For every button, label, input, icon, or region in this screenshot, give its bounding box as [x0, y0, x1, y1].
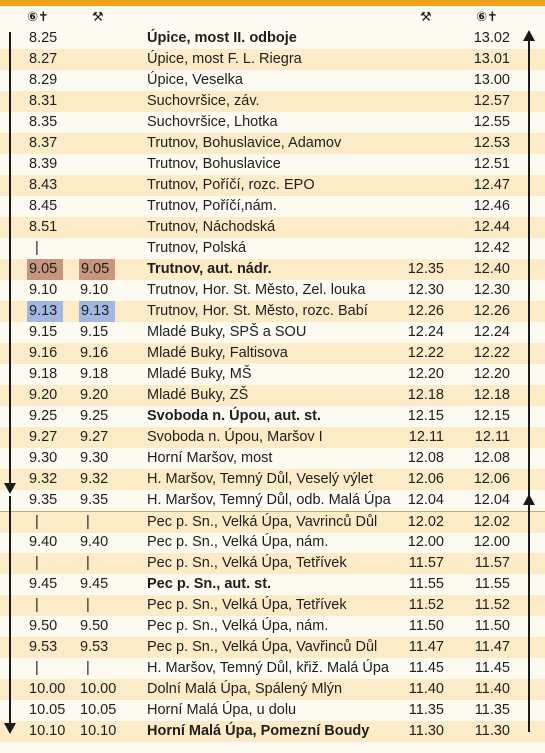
departure-time-workday: 9.40: [80, 534, 109, 550]
timetable-row: [0, 364, 545, 385]
timetable-row: [0, 259, 545, 280]
departure-time-workday: 9.45: [80, 576, 109, 592]
return-time-workday: 12.18: [407, 387, 444, 403]
stop-name: H. Maršov, Temný Důl, křiž. Malá Úpa: [147, 660, 389, 676]
return-time-workday: 11.47: [408, 639, 444, 655]
return-time-sunday: 12.11: [474, 429, 510, 445]
stop-name: H. Maršov, Temný Důl, Veselý výlet: [147, 471, 373, 487]
departure-time-sunday: |: [35, 597, 39, 613]
return-time-sunday: 12.18: [473, 387, 510, 403]
return-time-sunday: 12.47: [473, 177, 510, 193]
departure-time-workday: 10.05: [80, 702, 117, 718]
departure-time-sunday: 8.37: [29, 135, 58, 151]
stop-name: Mladé Buky, SPŠ a SOU: [147, 324, 307, 340]
timetable-row: [0, 532, 545, 553]
stop-name: Trutnov, Polská: [147, 240, 247, 256]
departure-time-workday: [80, 28, 118, 49]
timetable-row: [0, 511, 545, 533]
timetable-row: [0, 175, 545, 196]
departure-time-workday: [80, 238, 118, 259]
return-time-workday: 11.50: [408, 618, 444, 634]
return-time-sunday: 12.08: [473, 450, 510, 466]
return-time-sunday: 12.26: [473, 303, 510, 319]
stop-name: Trutnov, Náchodská: [147, 219, 276, 235]
departure-time-sunday: 8.29: [29, 72, 58, 88]
departure-time-sunday: 8.25: [29, 30, 58, 46]
timetable-row: [0, 595, 545, 616]
stop-name: Trutnov, Hor. St. Město, Zel. louka: [147, 282, 366, 298]
stop-name: Svoboda n. Úpou, aut. st.: [147, 408, 321, 424]
departure-time-workday: |: [86, 514, 90, 530]
return-time-sunday: 11.50: [474, 618, 510, 634]
stop-name: Trutnov, Hor. St. Město, rozc. Babí: [147, 303, 368, 319]
return-time-workday: 12.04: [407, 492, 444, 508]
departure-time-workday: [80, 112, 118, 133]
return-time-sunday: 13.00: [473, 72, 510, 88]
departure-time-sunday: 9.18: [29, 366, 58, 382]
departure-time-sunday: 9.32: [29, 471, 58, 487]
departure-time-workday: |: [86, 660, 90, 676]
departure-time-workday: [80, 133, 118, 154]
departure-time-workday: 9.25: [80, 408, 109, 424]
return-time-sunday: 12.51: [473, 156, 510, 172]
timetable-row: [0, 133, 545, 154]
return-time-workday: 12.26: [407, 303, 444, 319]
return-time-workday: 11.35: [408, 702, 444, 718]
departure-time-sunday: 8.31: [29, 93, 58, 109]
stop-name: Pec p. Sn., Velká Úpa, nám.: [147, 534, 329, 550]
direction-down-arrow-icon: [9, 32, 11, 492]
timetable-row: [0, 658, 545, 679]
timetable-row: [0, 238, 545, 259]
departure-time-workday: 9.27: [80, 429, 109, 445]
timetable-row: [0, 427, 545, 448]
departure-time-sunday: 8.27: [29, 51, 58, 67]
departure-time-sunday: 10.10: [29, 723, 66, 739]
departure-time-workday: 9.10: [80, 282, 109, 298]
stop-name: Suchovršice, Lhotka: [147, 114, 278, 130]
timetable-row: [0, 322, 545, 343]
timetable-row: [0, 301, 545, 322]
departure-time-workday: 9.30: [80, 450, 109, 466]
return-time-sunday: 11.40: [474, 681, 510, 697]
departure-time-workday: [80, 154, 118, 175]
stop-name: Pec p. Sn., Velká Úpa, Vavřinců Důl: [147, 639, 378, 655]
timetable-row: [0, 91, 545, 112]
return-time-sunday: 12.42: [473, 240, 510, 256]
return-time-workday: 11.45: [408, 660, 444, 676]
departure-time-sunday: |: [35, 660, 39, 676]
return-time-sunday: 12.04: [473, 492, 510, 508]
return-time-sunday: 12.53: [473, 135, 510, 151]
departure-time-sunday: 9.50: [29, 618, 58, 634]
return-time-workday: 11.30: [408, 723, 444, 739]
timetable-row: [0, 406, 545, 427]
stop-name: Mladé Buky, ZŠ: [147, 387, 249, 403]
departure-time-workday: [80, 217, 118, 238]
departure-time-sunday: 9.13: [27, 301, 63, 322]
return-time-workday: 12.15: [407, 408, 444, 424]
return-time-workday: 12.02: [407, 514, 444, 530]
return-time-workday: [402, 196, 444, 217]
departure-time-sunday: |: [35, 555, 39, 571]
return-time-workday: [402, 154, 444, 175]
return-time-sunday: 12.46: [473, 198, 510, 214]
departure-time-workday: 9.15: [80, 324, 109, 340]
return-time-workday: [402, 238, 444, 259]
timetable-row: [0, 490, 545, 511]
return-time-workday: [402, 28, 444, 49]
return-time-workday: [402, 217, 444, 238]
departure-time-sunday: |: [35, 240, 39, 256]
timetable-row: [0, 637, 545, 658]
return-time-sunday: 12.00: [473, 534, 510, 550]
departure-time-workday: 9.13: [79, 301, 115, 322]
stop-name: Mladé Buky, Faltisova: [147, 345, 288, 361]
return-time-sunday: 12.02: [473, 514, 510, 530]
timetable-row: [0, 385, 545, 406]
return-time-sunday: 12.06: [473, 471, 510, 487]
return-time-workday: 12.30: [407, 282, 444, 298]
departure-time-sunday: 9.35: [29, 492, 58, 508]
timetable-row: [0, 448, 545, 469]
return-time-sunday: 11.47: [474, 639, 510, 655]
return-time-workday: 11.52: [408, 597, 444, 613]
return-time-workday: 11.55: [408, 576, 444, 592]
timetable-row: [0, 112, 545, 133]
return-time-workday: 11.57: [408, 555, 444, 571]
timetable-row: [0, 217, 545, 238]
return-time-sunday: 11.30: [474, 723, 510, 739]
stop-name: Pec p. Sn., aut. st.: [147, 576, 272, 592]
departure-time-workday: 10.10: [80, 723, 117, 739]
return-time-sunday: 13.02: [473, 30, 510, 46]
departure-time-workday: 9.35: [80, 492, 109, 508]
stop-name: Úpice, most II. odboje: [147, 30, 297, 46]
stop-name: Pec p. Sn., Velká Úpa, nám.: [147, 618, 329, 634]
stop-name: Trutnov, Poříčí,nám.: [147, 198, 277, 214]
departure-time-sunday: 8.51: [29, 219, 58, 235]
departure-time-sunday: 9.25: [29, 408, 58, 424]
departure-time-sunday: 10.05: [29, 702, 66, 718]
return-time-sunday: 12.57: [473, 93, 510, 109]
stop-name: Svoboda n. Úpou, Maršov I: [147, 429, 323, 445]
timetable-row: [0, 196, 545, 217]
departure-time-workday: [80, 175, 118, 196]
direction-down-arrow-icon: [9, 496, 11, 732]
departure-time-sunday: 9.10: [29, 282, 58, 298]
workday-hammers-icon-left: ⚒: [92, 9, 104, 24]
departure-time-sunday: 8.43: [29, 177, 58, 193]
departure-time-workday: [80, 91, 118, 112]
departure-time-workday: 9.32: [80, 471, 109, 487]
timetable-row: [0, 280, 545, 301]
departure-time-sunday: 10.00: [29, 681, 66, 697]
return-time-sunday: 12.22: [473, 345, 510, 361]
stop-name: Úpice, Veselka: [147, 72, 243, 88]
return-time-sunday: 12.30: [473, 282, 510, 298]
departure-time-workday: |: [86, 597, 90, 613]
departure-time-workday: 9.20: [80, 387, 109, 403]
stop-name: Dolní Malá Úpa, Spálený Mlýn: [147, 681, 343, 697]
return-time-sunday: 12.15: [473, 408, 510, 424]
return-time-workday: 12.35: [407, 261, 444, 277]
departure-time-sunday: 8.45: [29, 198, 58, 214]
departure-time-sunday: 9.15: [29, 324, 58, 340]
return-time-sunday: 11.35: [474, 702, 510, 718]
return-time-workday: [402, 49, 444, 70]
stop-name: Horní Maršov, most: [147, 450, 273, 466]
departure-time-sunday: 9.27: [29, 429, 58, 445]
return-time-workday: 12.22: [407, 345, 444, 361]
timetable-row: [0, 469, 545, 490]
departure-time-sunday: 9.30: [29, 450, 58, 466]
timetable-row: [0, 721, 545, 742]
departure-time-sunday: 9.45: [29, 576, 58, 592]
departure-time-workday: 9.53: [80, 639, 109, 655]
departure-time-workday: |: [86, 555, 90, 571]
departure-time-workday: [80, 70, 118, 91]
stop-name: Pec p. Sn., Velká Úpa, Tetřívek: [147, 597, 347, 613]
departure-time-sunday: 9.16: [29, 345, 58, 361]
return-time-sunday: 11.57: [474, 555, 510, 571]
stop-name: Horní Malá Úpa, Pomezní Boudy: [147, 723, 370, 739]
stop-name: Trutnov, aut. nádr.: [147, 261, 272, 277]
timetable-row: [0, 574, 545, 595]
return-time-workday: [402, 91, 444, 112]
stop-name: Pec p. Sn., Velká Úpa, Tetřívek: [147, 555, 347, 571]
stop-name: Trutnov, Poříčí, rozc. EPO: [147, 177, 315, 193]
stop-name: Trutnov, Bohuslavice, Adamov: [147, 135, 342, 151]
departure-time-sunday: 9.05: [27, 259, 63, 280]
timetable-row: [0, 616, 545, 637]
return-time-workday: [402, 112, 444, 133]
stop-name: H. Maršov, Temný Důl, odb. Malá Úpa: [147, 492, 391, 508]
direction-up-arrow-icon: [528, 32, 530, 496]
stop-name: Suchovršice, záv.: [147, 93, 260, 109]
timetable-row: [0, 49, 545, 70]
return-time-sunday: 12.20: [473, 366, 510, 382]
return-time-sunday: 12.44: [473, 219, 510, 235]
departure-time-sunday: 9.20: [29, 387, 58, 403]
departure-time-sunday: 8.35: [29, 114, 58, 130]
return-time-workday: 12.20: [407, 366, 444, 382]
timetable-row: [0, 70, 545, 91]
departure-time-workday: 9.18: [80, 366, 109, 382]
timetable-row: [0, 553, 545, 574]
departure-time-workday: 9.16: [80, 345, 109, 361]
timetable-row: [0, 679, 545, 700]
departure-time-sunday: |: [35, 514, 39, 530]
timetable-row: [0, 28, 545, 49]
return-time-sunday: 11.55: [474, 576, 510, 592]
stop-name: Trutnov, Bohuslavice: [147, 156, 281, 172]
departure-time-sunday: 9.53: [29, 639, 58, 655]
timetable-row: [0, 343, 545, 364]
return-time-workday: 12.08: [407, 450, 444, 466]
departure-time-sunday: 9.40: [29, 534, 58, 550]
return-time-workday: 12.00: [407, 534, 444, 550]
return-time-workday: 11.40: [408, 681, 444, 697]
return-time-sunday: 13.01: [473, 51, 510, 67]
departure-time-workday: [80, 49, 118, 70]
return-time-workday: 12.11: [408, 429, 444, 445]
sunday-holiday-symbol-left: ⑥✝: [27, 9, 49, 24]
return-time-workday: [402, 133, 444, 154]
return-time-sunday: 12.40: [473, 261, 510, 277]
departure-time-workday: 9.05: [79, 259, 115, 280]
timetable-header: [0, 6, 545, 28]
workday-hammers-icon-right: ⚒: [420, 9, 432, 24]
return-time-sunday: 11.52: [474, 597, 510, 613]
departure-time-sunday: 8.39: [29, 156, 58, 172]
sunday-holiday-symbol-right: ⑥✝: [476, 9, 498, 24]
return-time-sunday: 11.45: [474, 660, 510, 676]
return-time-sunday: 12.55: [473, 114, 510, 130]
stop-name: Horní Malá Úpa, u dolu: [147, 702, 297, 718]
stop-name: Mladé Buky, MŠ: [147, 366, 252, 382]
timetable-row: [0, 700, 545, 721]
departure-time-workday: 9.50: [80, 618, 109, 634]
return-time-workday: 12.24: [407, 324, 444, 340]
return-time-sunday: 12.24: [473, 324, 510, 340]
return-time-workday: [402, 70, 444, 91]
departure-time-workday: [80, 196, 118, 217]
return-time-workday: 12.06: [407, 471, 444, 487]
departure-time-workday: 10.00: [80, 681, 117, 697]
stop-name: Pec p. Sn., Velká Úpa, Vavrinců Důl: [147, 514, 378, 530]
stop-name: Úpice, most F. L. Riegra: [147, 51, 302, 67]
direction-up-arrow-icon: [528, 496, 530, 732]
return-time-workday: [402, 175, 444, 196]
timetable-row: [0, 154, 545, 175]
